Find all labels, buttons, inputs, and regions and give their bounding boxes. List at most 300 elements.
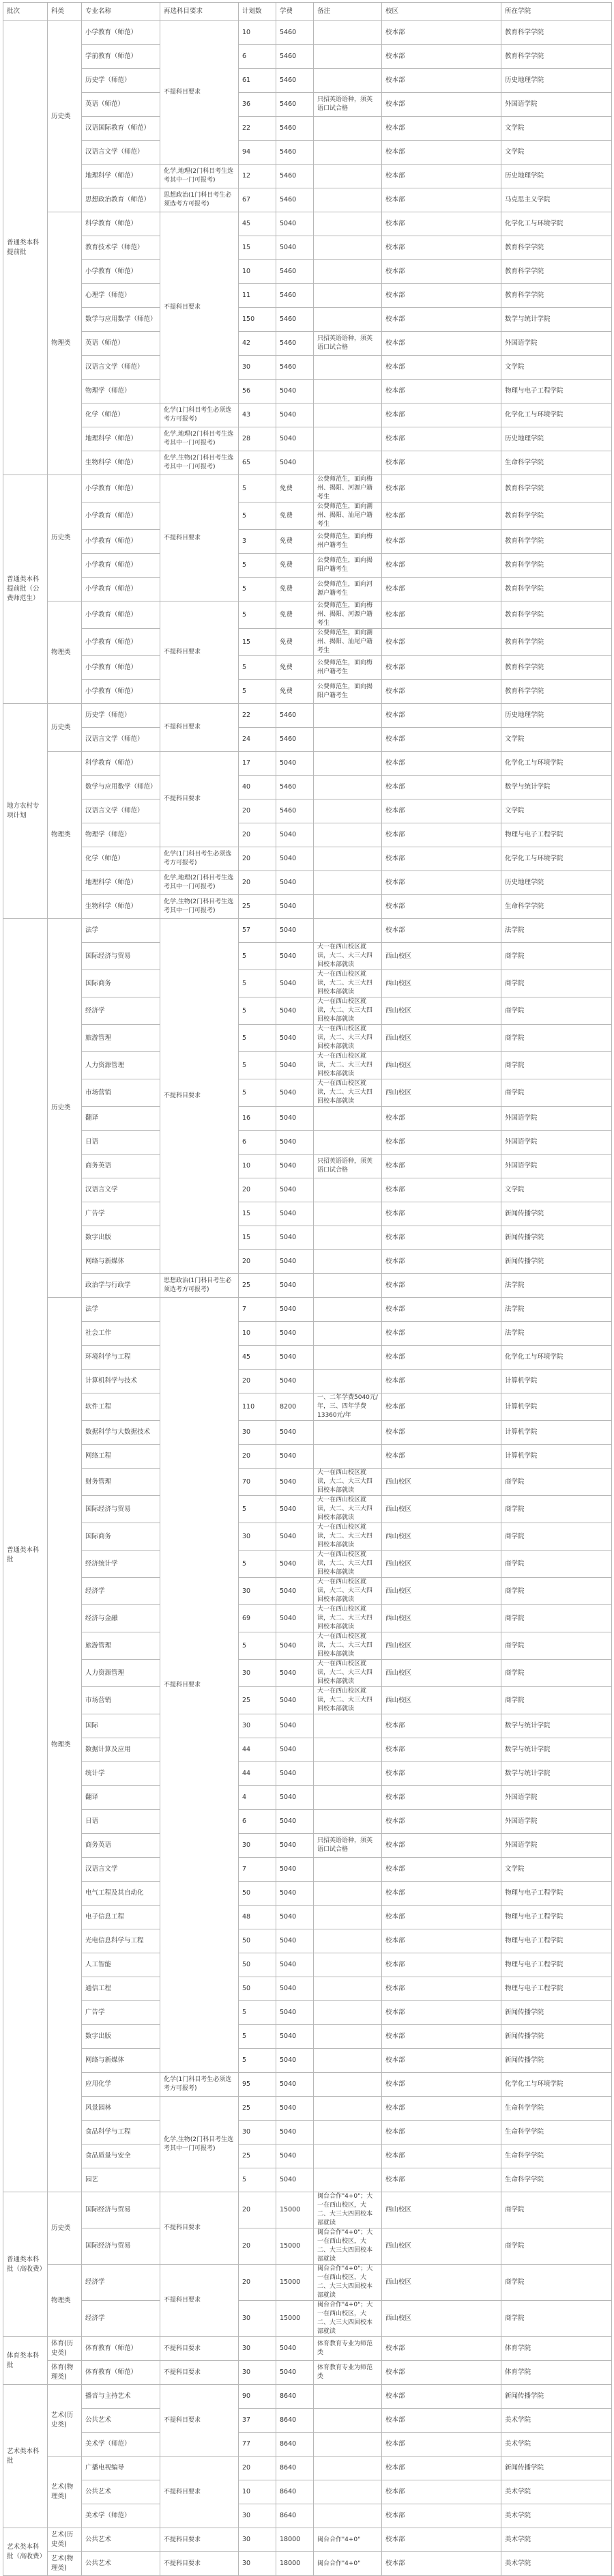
requirement-cell: 不提科目要求 <box>160 21 239 165</box>
campus-cell: 校本部 <box>382 2337 501 2361</box>
campus-cell: 校本部 <box>382 451 501 475</box>
tuition-cell: 5460 <box>276 799 314 823</box>
table-row <box>3 427 612 451</box>
requirement-cell: 不提科目要求 <box>160 475 239 601</box>
major-cell: 经济与金融 <box>82 1605 160 1632</box>
table-row <box>3 380 612 404</box>
table-row <box>3 2504 612 2528</box>
major-cell: 科学教育（师范） <box>82 212 160 236</box>
remarks-cell: 大一在西山校区就读，大二、大三大四回校本部就读 <box>314 997 382 1025</box>
major-cell: 经济统计学 <box>82 1551 160 1578</box>
college-cell: 生命科学学院 <box>501 451 612 475</box>
plan-count-cell: 30 <box>239 2301 276 2337</box>
campus-cell: 校本部 <box>382 1714 501 1738</box>
table-row <box>3 847 612 871</box>
plan-count-cell: 6 <box>239 1810 276 1834</box>
table-row <box>3 1632 612 1660</box>
tuition-cell: 5040 <box>276 2168 314 2192</box>
table-row <box>3 69 612 93</box>
major-cell: 小学教育（师范） <box>82 503 160 530</box>
college-cell: 商学院 <box>501 1632 612 1660</box>
campus-cell: 校本部 <box>382 1298 501 1322</box>
campus-cell: 校本部 <box>382 1393 501 1421</box>
major-cell: 物理学（师范） <box>82 823 160 847</box>
tuition-cell: 5040 <box>276 1714 314 1738</box>
tuition-cell: 免费 <box>276 554 314 578</box>
remarks-cell <box>314 895 382 919</box>
category-cell: 物理类 <box>48 752 82 919</box>
table-row <box>3 1421 612 1445</box>
college-cell: 外国语学院 <box>501 1131 612 1155</box>
header-batch: 批次 <box>3 3 48 21</box>
plan-count-cell: 20 <box>239 2192 276 2228</box>
major-cell: 财务管理 <box>82 1469 160 1496</box>
table-row <box>3 2361 612 2385</box>
college-cell: 物理与电子工程学院 <box>501 1977 612 2001</box>
college-cell: 新闻传播学院 <box>501 1250 612 1274</box>
tuition-cell: 5040 <box>276 380 314 404</box>
plan-count-cell: 5 <box>239 943 276 970</box>
college-cell: 文学院 <box>501 728 612 752</box>
table-row <box>3 93 612 117</box>
campus-cell: 西山校区 <box>382 1523 501 1551</box>
plan-count-cell: 22 <box>239 117 276 141</box>
college-cell: 外国语学院 <box>501 1155 612 1178</box>
plan-count-cell: 20 <box>239 847 276 871</box>
major-cell: 体育教育（师范） <box>82 2337 160 2361</box>
tuition-cell: 15000 <box>276 2301 314 2337</box>
college-cell: 教育科学学院 <box>501 680 612 704</box>
major-cell: 小学教育（师范） <box>82 629 160 656</box>
college-cell: 计算机学院 <box>501 1393 612 1421</box>
table-row <box>3 2457 612 2480</box>
college-cell: 教育科学学院 <box>501 45 612 69</box>
plan-count-cell: 25 <box>239 1274 276 1298</box>
major-cell: 广播电视编导 <box>82 2457 160 2480</box>
table-row <box>3 2121 612 2145</box>
table-row <box>3 799 612 823</box>
table-row <box>3 752 612 776</box>
remarks-cell <box>314 2145 382 2168</box>
campus-cell: 校本部 <box>382 2433 501 2457</box>
tuition-cell: 5040 <box>276 1810 314 1834</box>
campus-cell: 校本部 <box>382 578 501 601</box>
tuition-cell: 5040 <box>276 236 314 260</box>
major-cell: 化学（师范） <box>82 847 160 871</box>
major-cell: 公共艺术 <box>82 2552 160 2576</box>
campus-cell: 西山校区 <box>382 2301 501 2337</box>
campus-cell: 校本部 <box>382 2385 501 2409</box>
table-row <box>3 776 612 799</box>
header-category: 科类 <box>48 3 82 21</box>
major-cell: 英语（师范） <box>82 93 160 117</box>
plan-count-cell: 15 <box>239 1202 276 1226</box>
table-row <box>3 554 612 578</box>
remarks-cell <box>314 1762 382 1786</box>
table-row <box>3 578 612 601</box>
major-cell: 生物科学（师范） <box>82 451 160 475</box>
college-cell: 商学院 <box>501 997 612 1025</box>
batch-cell: 普通类本科提前批 <box>3 21 48 475</box>
campus-cell: 校本部 <box>382 1810 501 1834</box>
campus-cell: 校本部 <box>382 308 501 332</box>
table-row <box>3 1786 612 1810</box>
campus-cell: 校本部 <box>382 919 501 943</box>
tuition-cell: 5040 <box>276 1605 314 1632</box>
campus-cell: 校本部 <box>382 2121 501 2145</box>
category-cell: 艺术(历史类) <box>48 2528 82 2552</box>
college-cell: 教育科学学院 <box>501 578 612 601</box>
plan-count-cell: 30 <box>239 1578 276 1605</box>
plan-count-cell: 5 <box>239 1052 276 1079</box>
major-cell: 国际经济与贸易 <box>82 1496 160 1523</box>
college-cell: 商学院 <box>501 2301 612 2337</box>
remarks-cell <box>314 2385 382 2409</box>
college-cell: 历史地理学院 <box>501 165 612 188</box>
remarks-cell: 公费师范生，面向潮州、揭阳、汕尾户籍考生 <box>314 503 382 530</box>
campus-cell: 西山校区 <box>382 1025 501 1052</box>
campus-cell: 校本部 <box>382 2025 501 2049</box>
college-cell: 生命科学学院 <box>501 2168 612 2192</box>
major-cell: 历史学（师范） <box>82 704 160 728</box>
table-row <box>3 1810 612 1834</box>
major-cell: 美术学（师范） <box>82 2433 160 2457</box>
college-cell: 法学院 <box>501 1322 612 1346</box>
college-cell: 美术学院 <box>501 2480 612 2504</box>
table-row <box>3 451 612 475</box>
tuition-cell: 免费 <box>276 578 314 601</box>
tuition-cell: 免费 <box>276 475 314 503</box>
category-cell: 艺术(物理类) <box>48 2552 82 2576</box>
tuition-cell: 免费 <box>276 629 314 656</box>
campus-cell: 校本部 <box>382 752 501 776</box>
plan-count-cell: 36 <box>239 93 276 117</box>
tuition-cell: 免费 <box>276 601 314 629</box>
college-cell: 计算机学院 <box>501 1421 612 1445</box>
tuition-cell: 8640 <box>276 2480 314 2504</box>
requirement-cell: 思想政治(1门科目考生必须选考方可报考) <box>160 1274 239 1298</box>
major-cell: 食品科学与工程 <box>82 2121 160 2145</box>
campus-cell: 校本部 <box>382 1953 501 1977</box>
major-cell: 广告学 <box>82 1202 160 1226</box>
plan-count-cell: 20 <box>239 871 276 895</box>
plan-count-cell: 30 <box>239 1660 276 1687</box>
table-row <box>3 656 612 680</box>
plan-count-cell: 30 <box>239 2504 276 2528</box>
campus-cell: 校本部 <box>382 356 501 380</box>
campus-cell: 校本部 <box>382 2168 501 2192</box>
major-cell: 汉语国际教育（师范） <box>82 117 160 141</box>
college-cell: 新闻传播学院 <box>501 2457 612 2480</box>
table-row <box>3 629 612 656</box>
college-cell: 外国语学院 <box>501 1107 612 1131</box>
plan-count-cell: 6 <box>239 45 276 69</box>
plan-count-cell: 30 <box>239 2552 276 2576</box>
major-cell: 公共艺术 <box>82 2480 160 2504</box>
category-cell: 历史类 <box>48 475 82 601</box>
tuition-cell: 5460 <box>276 21 314 45</box>
plan-count-cell: 44 <box>239 1738 276 1762</box>
major-cell: 人工智能 <box>82 1953 160 1977</box>
remarks-cell <box>314 2168 382 2192</box>
remarks-cell: 大一在西山校区就读，大二、大三大四回校本部就读 <box>314 1578 382 1605</box>
major-cell: 思想政治教育（师范） <box>82 188 160 212</box>
campus-cell: 校本部 <box>382 656 501 680</box>
plan-count-cell: 7 <box>239 1298 276 1322</box>
table-row <box>3 1274 612 1298</box>
campus-cell: 校本部 <box>382 93 501 117</box>
tuition-cell: 5040 <box>276 2337 314 2361</box>
requirement-cell: 不提科目要求 <box>160 2528 239 2552</box>
plan-count-cell: 11 <box>239 284 276 308</box>
requirement-cell: 化学,生物(2门科目考生选考其中一门可报考) <box>160 451 239 475</box>
table-row <box>3 1346 612 1370</box>
campus-cell: 校本部 <box>382 1977 501 2001</box>
campus-cell: 校本部 <box>382 475 501 503</box>
major-cell: 政治学与行政学 <box>82 1274 160 1298</box>
campus-cell: 校本部 <box>382 2097 501 2121</box>
category-cell: 物理类 <box>48 2265 82 2337</box>
college-cell: 计算机学院 <box>501 1445 612 1469</box>
college-cell: 教育科学学院 <box>501 21 612 45</box>
campus-cell: 校本部 <box>382 212 501 236</box>
tuition-cell: 5040 <box>276 1178 314 1202</box>
major-cell: 网络与新媒体 <box>82 2049 160 2073</box>
table-row <box>3 2433 612 2457</box>
plan-count-cell: 5 <box>239 1079 276 1107</box>
table-row <box>3 475 612 503</box>
remarks-cell <box>314 2504 382 2528</box>
table-row <box>3 1155 612 1178</box>
remarks-cell <box>314 260 382 284</box>
batch-cell: 普通类本科批 <box>3 919 48 2192</box>
campus-cell: 校本部 <box>382 680 501 704</box>
category-cell: 物理类 <box>48 212 82 475</box>
college-cell: 数学与统计学院 <box>501 776 612 799</box>
college-cell: 商学院 <box>501 943 612 970</box>
table-row <box>3 2049 612 2073</box>
table-row <box>3 188 612 212</box>
tuition-cell: 5040 <box>276 1274 314 1298</box>
college-cell: 美术学院 <box>501 2409 612 2433</box>
table-row <box>3 728 612 752</box>
remarks-cell <box>314 427 382 451</box>
table-row <box>3 2301 612 2337</box>
campus-cell: 西山校区 <box>382 1551 501 1578</box>
college-cell: 商学院 <box>501 1052 612 1079</box>
campus-cell: 校本部 <box>382 1155 501 1178</box>
remarks-cell: 体育教育专业为师范类 <box>314 2337 382 2361</box>
campus-cell: 校本部 <box>382 260 501 284</box>
table-row <box>3 1738 612 1762</box>
remarks-cell <box>314 21 382 45</box>
plan-count-cell: 30 <box>239 2121 276 2145</box>
remarks-cell <box>314 1178 382 1202</box>
remarks-cell <box>314 2049 382 2073</box>
plan-count-cell: 5 <box>239 1551 276 1578</box>
table-row <box>3 871 612 895</box>
college-cell: 商学院 <box>501 1578 612 1605</box>
college-cell: 文学院 <box>501 1858 612 1882</box>
tuition-cell: 5040 <box>276 1929 314 1953</box>
table-row <box>3 823 612 847</box>
campus-cell: 校本部 <box>382 117 501 141</box>
batch-cell: 普通类本科提前批（公费师范生） <box>3 475 48 704</box>
major-cell: 小学教育（师范） <box>82 21 160 45</box>
college-cell: 外国语学院 <box>501 93 612 117</box>
tuition-cell: 5040 <box>276 2001 314 2025</box>
table-row <box>3 356 612 380</box>
plan-count-cell: 10 <box>239 260 276 284</box>
tuition-cell: 5460 <box>276 93 314 117</box>
tuition-cell: 5040 <box>276 895 314 919</box>
major-cell: 数字出版 <box>82 1226 160 1250</box>
remarks-cell <box>314 1370 382 1393</box>
tuition-cell: 5040 <box>276 1551 314 1578</box>
batch-cell: 艺术类本科批（高收费） <box>3 2528 48 2576</box>
college-cell: 美术学院 <box>501 2552 612 2576</box>
remarks-cell <box>314 2121 382 2145</box>
campus-cell: 校本部 <box>382 728 501 752</box>
tuition-cell: 5040 <box>276 1079 314 1107</box>
category-cell: 体育(历史类) <box>48 2337 82 2361</box>
plan-count-cell: 15 <box>239 629 276 656</box>
plan-count-cell: 20 <box>239 1250 276 1274</box>
table-row <box>3 1523 612 1551</box>
tuition-cell: 5040 <box>276 970 314 997</box>
major-cell: 翻译 <box>82 1107 160 1131</box>
tuition-cell: 5040 <box>276 1578 314 1605</box>
remarks-cell <box>314 1953 382 1977</box>
tuition-cell: 5040 <box>276 2145 314 2168</box>
remarks-cell <box>314 799 382 823</box>
campus-cell: 校本部 <box>382 2073 501 2097</box>
tuition-cell: 5040 <box>276 1155 314 1178</box>
major-cell: 人力资源管理 <box>82 1660 160 1687</box>
plan-count-cell: 5 <box>239 2001 276 2025</box>
plan-count-cell: 12 <box>239 165 276 188</box>
plan-count-cell: 30 <box>239 2361 276 2385</box>
remarks-cell: 大一在西山校区就读，大二、大三大四回校本部就读 <box>314 1469 382 1496</box>
table-row <box>3 1906 612 1929</box>
requirement-cell: 化学,生物(2门科目考生选考其中一门可报考) <box>160 895 239 919</box>
college-cell: 历史地理学院 <box>501 871 612 895</box>
remarks-cell: 闽台合作"4+0"；大一在西山校区，大二、大三大四回校本部就读 <box>314 2228 382 2265</box>
tuition-cell: 5040 <box>276 2097 314 2121</box>
remarks-cell <box>314 69 382 93</box>
major-cell: 国际商务 <box>82 970 160 997</box>
tuition-cell: 5040 <box>276 404 314 427</box>
plan-count-cell: 7 <box>239 1858 276 1882</box>
requirement-cell: 不提科目要求 <box>160 2361 239 2385</box>
table-row <box>3 1025 612 1052</box>
remarks-cell <box>314 236 382 260</box>
college-cell: 美术学院 <box>501 2504 612 2528</box>
table-row <box>3 1858 612 1882</box>
batch-cell: 地方农村专项计划 <box>3 704 48 919</box>
remarks-cell <box>314 728 382 752</box>
remarks-cell: 公费师范生，面向潮州、揭阳、汕尾户籍考生 <box>314 629 382 656</box>
major-cell: 经济学 <box>82 997 160 1025</box>
plan-count-cell: 150 <box>239 308 276 332</box>
major-cell: 地理科学（师范） <box>82 427 160 451</box>
major-cell: 数学与应用数学（师范） <box>82 308 160 332</box>
college-cell: 商学院 <box>501 2228 612 2265</box>
plan-count-cell: 94 <box>239 141 276 165</box>
tuition-cell: 5040 <box>276 1632 314 1660</box>
college-cell: 新闻传播学院 <box>501 1226 612 1250</box>
plan-count-cell: 20 <box>239 823 276 847</box>
campus-cell: 校本部 <box>382 1858 501 1882</box>
table-row <box>3 943 612 970</box>
remarks-cell <box>314 2433 382 2457</box>
plan-count-cell: 17 <box>239 752 276 776</box>
plan-count-cell: 5 <box>239 2049 276 2073</box>
college-cell: 数学与统计学院 <box>501 1714 612 1738</box>
campus-cell: 校本部 <box>382 1762 501 1786</box>
college-cell: 物理与电子工程学院 <box>501 1953 612 1977</box>
major-cell: 小学教育（师范） <box>82 530 160 554</box>
major-cell: 汉语言文学（师范） <box>82 356 160 380</box>
major-cell: 汉语言文学（师范） <box>82 728 160 752</box>
major-cell: 国际商务 <box>82 1523 160 1551</box>
requirement-cell: 不提科目要求 <box>160 2192 239 2265</box>
table-row <box>3 1079 612 1107</box>
remarks-cell: 闽台合作"4+0"；大一在西山校区，大二、大三大四回校本部就读 <box>314 2301 382 2337</box>
requirement-cell: 不提科目要求 <box>160 2457 239 2528</box>
enrollment-plan-table <box>3 2 612 2576</box>
remarks-cell <box>314 704 382 728</box>
major-cell: 软件工程 <box>82 1393 160 1421</box>
remarks-cell: 大一在西山校区就读，大二、大三大四回校本部就读 <box>314 1496 382 1523</box>
remarks-cell <box>314 308 382 332</box>
major-cell: 地理科学（师范） <box>82 871 160 895</box>
table-row <box>3 1660 612 1687</box>
college-cell: 商学院 <box>501 1523 612 1551</box>
college-cell: 文学院 <box>501 356 612 380</box>
tuition-cell: 8640 <box>276 2433 314 2457</box>
plan-count-cell: 20 <box>239 2265 276 2301</box>
campus-cell: 校本部 <box>382 165 501 188</box>
college-cell: 文学院 <box>501 799 612 823</box>
campus-cell: 西山校区 <box>382 997 501 1025</box>
remarks-cell <box>314 1250 382 1274</box>
plan-count-cell: 43 <box>239 404 276 427</box>
campus-cell: 校本部 <box>382 188 501 212</box>
plan-count-cell: 20 <box>239 1445 276 1469</box>
remarks-cell: 大一在西山校区就读，大二、大三大四回校本部就读 <box>314 1025 382 1052</box>
campus-cell: 校本部 <box>382 1370 501 1393</box>
campus-cell: 校本部 <box>382 2049 501 2073</box>
tuition-cell: 5460 <box>276 704 314 728</box>
plan-count-cell: 30 <box>239 1421 276 1445</box>
tuition-cell: 5460 <box>276 69 314 93</box>
tuition-cell: 18000 <box>276 2552 314 2576</box>
plan-count-cell: 10 <box>239 2480 276 2504</box>
remarks-cell: 大一在西山校区就读，大二、大三大四回校本部就读 <box>314 1660 382 1687</box>
tuition-cell: 5040 <box>276 1660 314 1687</box>
college-cell: 教育科学学院 <box>501 601 612 629</box>
plan-count-cell: 5 <box>239 2168 276 2192</box>
requirement-cell: 不提科目要求 <box>160 2337 239 2361</box>
college-cell: 商学院 <box>501 1496 612 1523</box>
tuition-cell: 5460 <box>276 284 314 308</box>
college-cell: 美术学院 <box>501 2528 612 2552</box>
campus-cell: 校本部 <box>382 1834 501 1858</box>
tuition-cell: 5040 <box>276 1687 314 1714</box>
tuition-cell: 5040 <box>276 1298 314 1322</box>
major-cell: 播音与主持艺术 <box>82 2385 160 2409</box>
